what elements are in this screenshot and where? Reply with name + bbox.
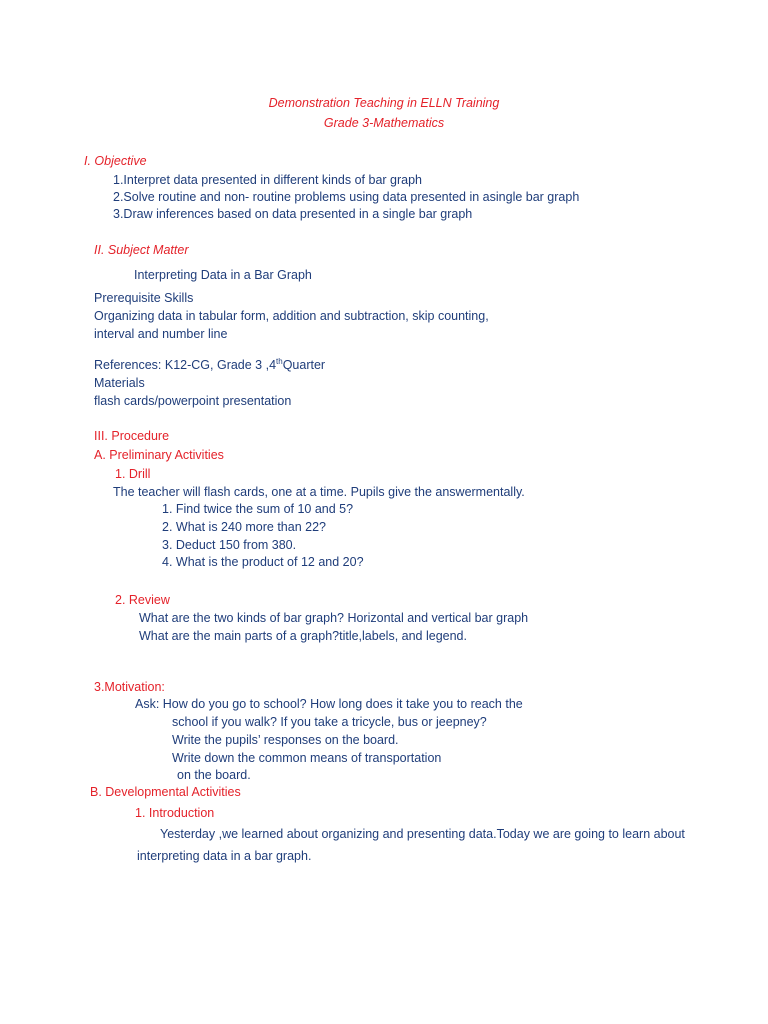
document-subtitle: Grade 3-Mathematics xyxy=(323,116,445,130)
motivation-line: Ask: How do you go to school? How long does it take you to reach the xyxy=(135,697,523,711)
developmental-heading: B. Developmental Activities xyxy=(90,785,241,799)
drill-item: 4. What is the product of 12 and 20? xyxy=(162,555,364,569)
materials-heading: Materials xyxy=(94,376,145,390)
references-superscript: th xyxy=(276,357,283,366)
preliminary-heading: A. Preliminary Activities xyxy=(94,448,224,462)
review-line: What are the two kinds of bar graph? Horizontal and vertical bar graph xyxy=(139,611,529,625)
introduction-heading: 1. Introduction xyxy=(135,806,215,820)
objective-item: 1.Interpret data presented in different kinds of bar graph xyxy=(113,173,422,187)
objective-item: 3.Draw inferences based on data presented in a single bar graph xyxy=(113,207,473,221)
subject-matter-heading: II. Subject Matter xyxy=(94,243,189,257)
references-prefix: References: K12-CG, Grade 3 ,4 xyxy=(94,358,277,372)
drill-item: 1. Find twice the sum of 10 and 5? xyxy=(162,502,354,516)
objective-item: 2.Solve routine and non- routine problems using data presented in asingle bar graph xyxy=(113,190,580,204)
objective-heading: I. Objective xyxy=(84,154,147,168)
drill-item: 3. Deduct 150 from 380. xyxy=(162,538,297,552)
motivation-line: Write down the common means of transportation xyxy=(172,751,442,765)
review-line: What are the main parts of a graph?title,labels, and legend. xyxy=(139,629,467,643)
introduction-line: Yesterday ,we learned about organizing and presenting data.Today we are going to learn about xyxy=(160,827,685,841)
references-suffix: Quarter xyxy=(282,358,326,372)
document-title: Demonstration Teaching in ELLN Training xyxy=(268,96,500,110)
drill-intro: The teacher will flash cards, one at a time. Pupils give the answermentally. xyxy=(113,485,525,499)
subject-topic: Interpreting Data in a Bar Graph xyxy=(134,268,312,282)
motivation-line: on the board. xyxy=(177,768,251,782)
prerequisite-line: interval and number line xyxy=(94,327,228,341)
drill-heading: 1. Drill xyxy=(115,467,151,481)
procedure-heading: III. Procedure xyxy=(94,429,170,443)
motivation-heading: 3.Motivation: xyxy=(94,680,165,694)
motivation-line: Write the pupils’ responses on the board. xyxy=(172,733,399,747)
review-heading: 2. Review xyxy=(115,593,170,607)
references-line xyxy=(94,357,325,373)
introduction-line: interpreting data in a bar graph. xyxy=(137,849,312,863)
materials-line: flash cards/powerpoint presentation xyxy=(94,394,292,408)
prerequisite-line: Organizing data in tabular form, addition and subtraction, skip counting, xyxy=(94,309,489,323)
prerequisite-heading: Prerequisite Skills xyxy=(94,291,194,305)
motivation-line: school if you walk? If you take a tricycle, bus or jeepney? xyxy=(172,715,487,729)
drill-item: 2. What is 240 more than 22? xyxy=(162,520,326,534)
